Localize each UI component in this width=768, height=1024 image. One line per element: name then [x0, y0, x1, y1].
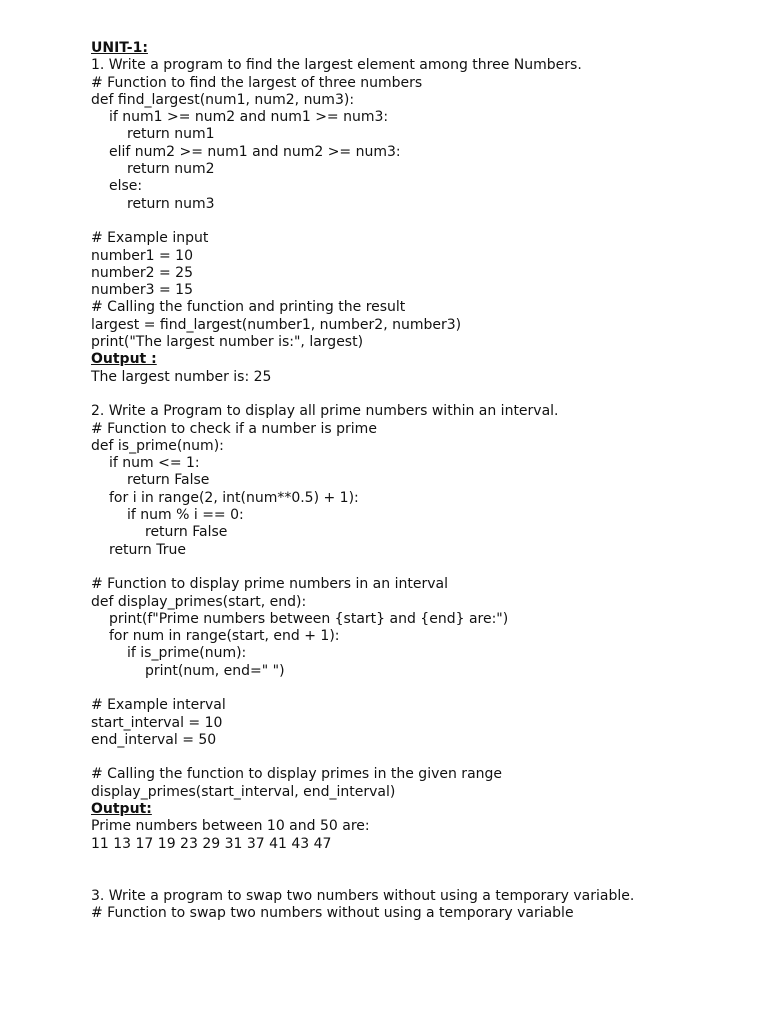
- unit-heading: UNIT-1:: [91, 40, 148, 56]
- q1-output-heading: Output :: [91, 351, 157, 368]
- code-line: number3 = 15: [91, 282, 193, 299]
- code-line: # Function to swap two numbers without using a temporary variable: [91, 904, 574, 921]
- blank-line: [91, 213, 751, 230]
- q1-output-line: The largest number is: 25: [91, 368, 272, 385]
- code-line: # Calling the function to display primes in the given range: [91, 766, 503, 783]
- code-line: return num1: [127, 126, 215, 143]
- code-line: if num <= 1:: [109, 455, 200, 472]
- code-line: def find_largest(num1, num2, num3):: [91, 91, 355, 108]
- q2-title: 2. Write a Program to display all prime numbers within an interval.: [91, 403, 559, 420]
- code-line: number1 = 10: [91, 247, 193, 264]
- code-line: for i in range(2, int(num**0.5) + 1):: [109, 489, 359, 506]
- code-line: return True: [109, 541, 186, 558]
- code-line: def display_primes(start, end):: [91, 593, 307, 610]
- document-page: [91, 40, 751, 922]
- code-line: # Example input: [91, 230, 209, 247]
- code-line: # Function to find the largest of three numbers: [91, 74, 423, 91]
- q2-output-line: Prime numbers between 10 and 50 are:: [91, 818, 370, 835]
- code-line: # Example interval: [91, 697, 226, 714]
- code-line: # Function to check if a number is prime: [91, 420, 377, 437]
- code-line: if num % i == 0:: [127, 507, 244, 524]
- code-line: return False: [127, 472, 210, 489]
- blank-line: [91, 853, 751, 870]
- blank-line: [91, 559, 751, 576]
- q2-output-line: 11 13 17 19 23 29 31 37 41 43 47: [91, 835, 332, 852]
- code-line: number2 = 25: [91, 264, 193, 281]
- blank-line: [91, 386, 751, 403]
- code-line: return num2: [127, 161, 215, 178]
- code-line: print(num, end=" "): [145, 662, 285, 679]
- code-line: return num3: [127, 195, 215, 212]
- code-line: print(f"Prime numbers between {start} and {end} are:"): [109, 610, 509, 627]
- code-line: display_primes(start_interval, end_interval): [91, 783, 396, 800]
- code-line: print("The largest number is:", largest): [91, 334, 364, 351]
- code-line: return False: [145, 524, 228, 541]
- code-line: if is_prime(num):: [127, 645, 247, 662]
- code-line: if num1 >= num2 and num1 >= num3:: [109, 109, 389, 126]
- code-line: largest = find_largest(number1, number2, number3): [91, 316, 462, 333]
- code-line: start_interval = 10: [91, 714, 223, 731]
- code-line: else:: [109, 178, 143, 195]
- q2-output-heading: Output:: [91, 801, 152, 818]
- code-line: def is_prime(num):: [91, 437, 224, 454]
- blank-line: [91, 680, 751, 697]
- blank-line: [91, 749, 751, 766]
- code-line: for num in range(start, end + 1):: [109, 628, 340, 645]
- code-line: elif num2 >= num1 and num2 >= num3:: [109, 143, 401, 160]
- code-line: # Function to display prime numbers in an interval: [91, 576, 448, 593]
- q1-title: 1. Write a program to find the largest element among three Numbers.: [91, 57, 582, 74]
- code-line: # Calling the function and printing the result: [91, 299, 406, 316]
- blank-line: [91, 870, 751, 887]
- q3-title: 3. Write a program to swap two numbers without using a temporary variable.: [91, 887, 635, 904]
- code-line: end_interval = 50: [91, 731, 217, 748]
